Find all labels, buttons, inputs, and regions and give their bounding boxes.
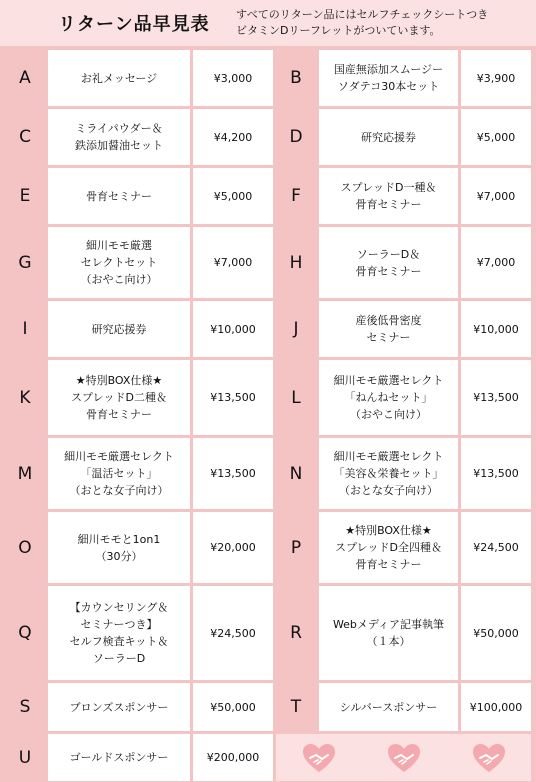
item-letter: K — [5, 360, 45, 435]
table-row — [5, 50, 531, 106]
item-letter: F — [276, 168, 316, 224]
item-price: ¥13,500 — [461, 360, 531, 435]
table-row — [5, 301, 531, 357]
handshake-heart-icon — [387, 743, 421, 773]
item-description: ★特別BOX仕様★ スプレッドD二種＆ 骨育セミナー — [48, 360, 190, 435]
item-description: ブロンズスポンサー — [48, 683, 190, 731]
item-price: ¥10,000 — [461, 301, 531, 357]
item-letter: A — [5, 50, 45, 106]
item-description: スプレッドD一種＆ 骨育セミナー — [319, 168, 458, 224]
item-letter: I — [5, 301, 45, 357]
handshake-heart-icon — [472, 743, 506, 773]
item-description: Webメディア記事執筆 （１本） — [319, 586, 458, 680]
item-price: ¥13,500 — [193, 438, 273, 509]
item-description: 細川モモと1on1 （30分） — [48, 512, 190, 583]
item-description: 国産無添加スムージー ソダテコ30本セット — [319, 50, 458, 106]
item-letter: C — [5, 109, 45, 165]
item-letter: D — [276, 109, 316, 165]
item-price: ¥13,500 — [461, 438, 531, 509]
item-letter: G — [5, 227, 45, 298]
item-letter: J — [276, 301, 316, 357]
item-letter: R — [276, 586, 316, 680]
item-letter: S — [5, 683, 45, 731]
item-price: ¥7,000 — [193, 227, 273, 298]
table-row — [5, 360, 531, 435]
item-price: ¥24,500 — [193, 586, 273, 680]
item-letter: E — [5, 168, 45, 224]
item-price: ¥50,000 — [461, 586, 531, 680]
item-price: ¥100,000 — [461, 683, 531, 731]
item-description: シルバースポンサー — [319, 683, 458, 731]
handshake-heart-icon — [302, 743, 336, 773]
header — [0, 0, 536, 46]
table-row — [5, 227, 531, 298]
item-letter: H — [276, 227, 316, 298]
item-letter: L — [276, 360, 316, 435]
item-letter: Q — [5, 586, 45, 680]
item-description: ソーラーD＆ 骨育セミナー — [319, 227, 458, 298]
item-description: 細川モモ厳選 セレクトセット （おやこ向け） — [48, 227, 190, 298]
item-price: ¥13,500 — [193, 360, 273, 435]
item-letter: T — [276, 683, 316, 731]
item-description: 骨育セミナー — [48, 168, 190, 224]
item-price: ¥50,000 — [193, 683, 273, 731]
item-price: ¥4,200 — [193, 109, 273, 165]
item-price: ¥5,000 — [193, 168, 273, 224]
item-description: 研究応援券 — [48, 301, 190, 357]
item-price: ¥5,000 — [461, 109, 531, 165]
item-letter: U — [5, 734, 45, 781]
item-description: 細川モモ厳選セレクト 「温活セット」 （おとな女子向け） — [48, 438, 190, 509]
item-letter: P — [276, 512, 316, 583]
table-row — [5, 168, 531, 224]
item-price: ¥3,000 — [193, 50, 273, 106]
item-price: ¥7,000 — [461, 227, 531, 298]
table-row — [5, 512, 531, 583]
page-title: リターン品早見表 — [58, 14, 210, 35]
item-description: ゴールドスポンサー — [48, 734, 190, 781]
table-row — [5, 586, 531, 680]
item-price: ¥20,000 — [193, 512, 273, 583]
item-description: 産後低骨密度 セミナー — [319, 301, 458, 357]
item-description: 【カウンセリング＆ セミナーつき】 セルフ検査キット＆ ソーラーD — [48, 586, 190, 680]
item-letter: M — [5, 438, 45, 509]
table-row — [5, 683, 531, 731]
item-price: ¥3,900 — [461, 50, 531, 106]
table-row — [5, 734, 531, 781]
heart-decoration — [276, 734, 531, 781]
item-description: ★特別BOX仕様★ スプレッドD全四種＆ 骨育セミナー — [319, 512, 458, 583]
table-row — [5, 109, 531, 165]
header-note: すべてのリターン品にはセルフチェックシートつき ビタミンDリーフレットがついています。 — [236, 8, 489, 37]
item-letter: B — [276, 50, 316, 106]
table-row — [5, 438, 531, 509]
item-price: ¥200,000 — [193, 734, 273, 781]
item-description: 細川モモ厳選セレクト 「ねんねセット」 （おやこ向け） — [319, 360, 458, 435]
item-description: 研究応援券 — [319, 109, 458, 165]
item-price: ¥7,000 — [461, 168, 531, 224]
item-description: ミライパウダー＆ 鉄添加醤油セット — [48, 109, 190, 165]
item-description: お礼メッセージ — [48, 50, 190, 106]
item-price: ¥10,000 — [193, 301, 273, 357]
item-price: ¥24,500 — [461, 512, 531, 583]
item-letter: N — [276, 438, 316, 509]
item-description: 細川モモ厳選セレクト 「美容＆栄養セット」 （おとな女子向け） — [319, 438, 458, 509]
item-letter: O — [5, 512, 45, 583]
